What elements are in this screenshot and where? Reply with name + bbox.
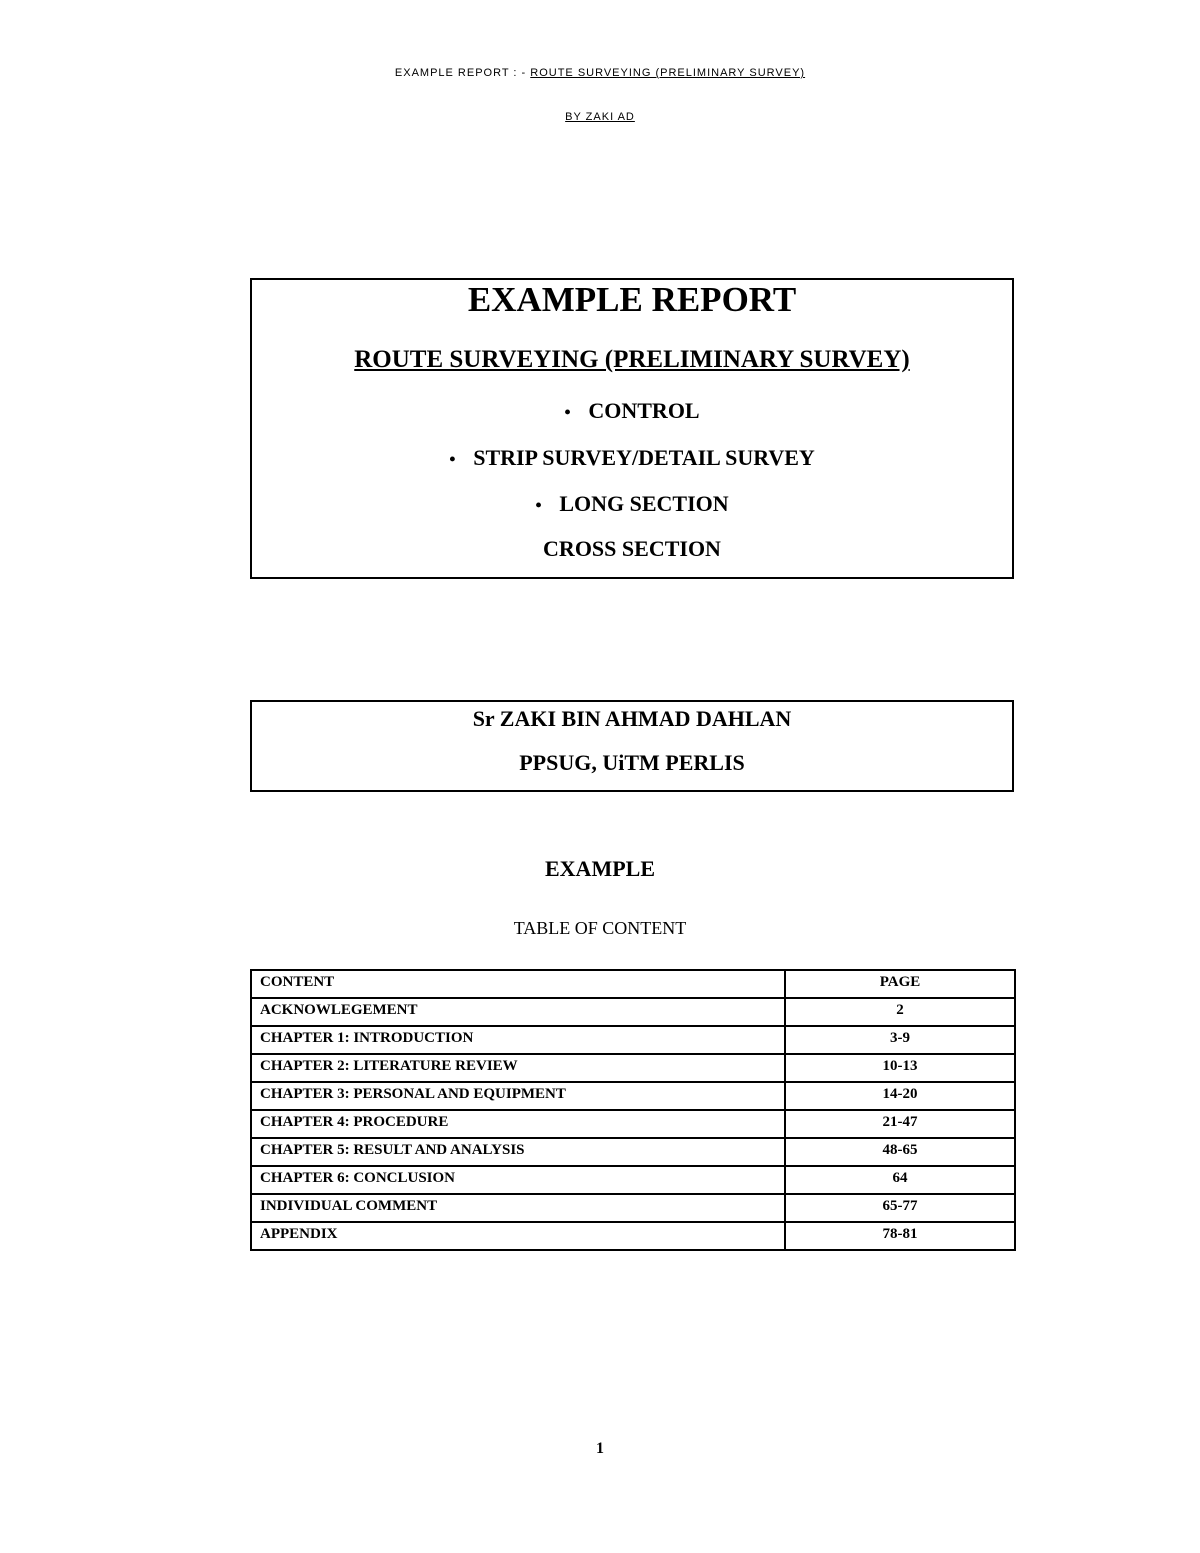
author-box: [250, 700, 1014, 792]
header-title: ROUTE SURVEYING (PRELIMINARY SURVEY): [530, 67, 806, 79]
table-row: [251, 1054, 1015, 1082]
table-row: [251, 1138, 1015, 1166]
bullet-icon: •: [564, 402, 571, 422]
toc-page-cell: 3-9: [785, 1026, 1015, 1054]
bullet-item: [252, 491, 1012, 517]
toc-content-cell: CHAPTER 1: INTRODUCTION: [251, 1026, 785, 1054]
toc-column-header: PAGE: [785, 970, 1015, 998]
header-prefix: EXAMPLE REPORT : -: [394, 67, 531, 79]
table-row: [251, 1194, 1015, 1222]
example-heading: EXAMPLE: [545, 856, 655, 881]
toc-header-row: [251, 970, 1015, 998]
page-number: 1: [596, 1440, 604, 1457]
toc-page-cell: 48-65: [785, 1138, 1015, 1166]
report-title: EXAMPLE REPORT: [467, 280, 797, 319]
toc-content-cell: CHAPTER 6: CONCLUSION: [251, 1166, 785, 1194]
toc-column-header: CONTENT: [251, 970, 785, 998]
toc-page-cell: 64: [785, 1166, 1015, 1194]
bullet-item: [252, 445, 1012, 471]
toc-content-cell: CHAPTER 4: PROCEDURE: [251, 1110, 785, 1138]
toc-content-cell: APPENDIX: [251, 1222, 785, 1250]
bullet-text: STRIP SURVEY/DETAIL SURVEY: [473, 445, 815, 470]
toc-page-cell: 65-77: [785, 1194, 1015, 1222]
table-row: [251, 1222, 1015, 1250]
cross-section-item: CROSS SECTION: [543, 536, 721, 561]
toc-table: [250, 969, 1016, 1251]
table-row: [251, 1026, 1015, 1054]
toc-content-cell: CHAPTER 5: RESULT AND ANALYSIS: [251, 1138, 785, 1166]
toc-content-cell: INDIVIDUAL COMMENT: [251, 1194, 785, 1222]
header-byline: BY ZAKI AD: [565, 111, 635, 123]
author-name: Sr ZAKI BIN AHMAD DAHLAN: [472, 706, 792, 731]
title-box: [250, 278, 1014, 579]
bullet-item: [252, 398, 1012, 424]
toc-page-cell: 78-81: [785, 1222, 1015, 1250]
toc-heading: TABLE OF CONTENT: [513, 918, 687, 938]
toc-page-cell: 10-13: [785, 1054, 1015, 1082]
bullet-icon: •: [449, 449, 456, 469]
table-row: [251, 1110, 1015, 1138]
header-byline-row: [0, 111, 1200, 123]
report-subtitle-text: ROUTE SURVEYING (PRELIMINARY SURVEY): [354, 346, 910, 373]
bullet-text: LONG SECTION: [559, 491, 729, 516]
toc-page-cell: 2: [785, 998, 1015, 1026]
toc-content-cell: CHAPTER 3: PERSONAL AND EQUIPMENT: [251, 1082, 785, 1110]
bullet-icon: •: [535, 495, 542, 515]
toc-content-cell: ACKNOWLEGEMENT: [251, 998, 785, 1026]
toc-page-cell: 14-20: [785, 1082, 1015, 1110]
author-organization: PPSUG, UiTM PERLIS: [519, 750, 745, 775]
table-row: [251, 1082, 1015, 1110]
report-subtitle: [252, 346, 1012, 374]
table-row: [251, 998, 1015, 1026]
running-header: [0, 67, 1200, 79]
table-row: [251, 1166, 1015, 1194]
toc-page-cell: 21-47: [785, 1110, 1015, 1138]
bullet-text: CONTROL: [588, 398, 700, 423]
toc-content-cell: CHAPTER 2: LITERATURE REVIEW: [251, 1054, 785, 1082]
